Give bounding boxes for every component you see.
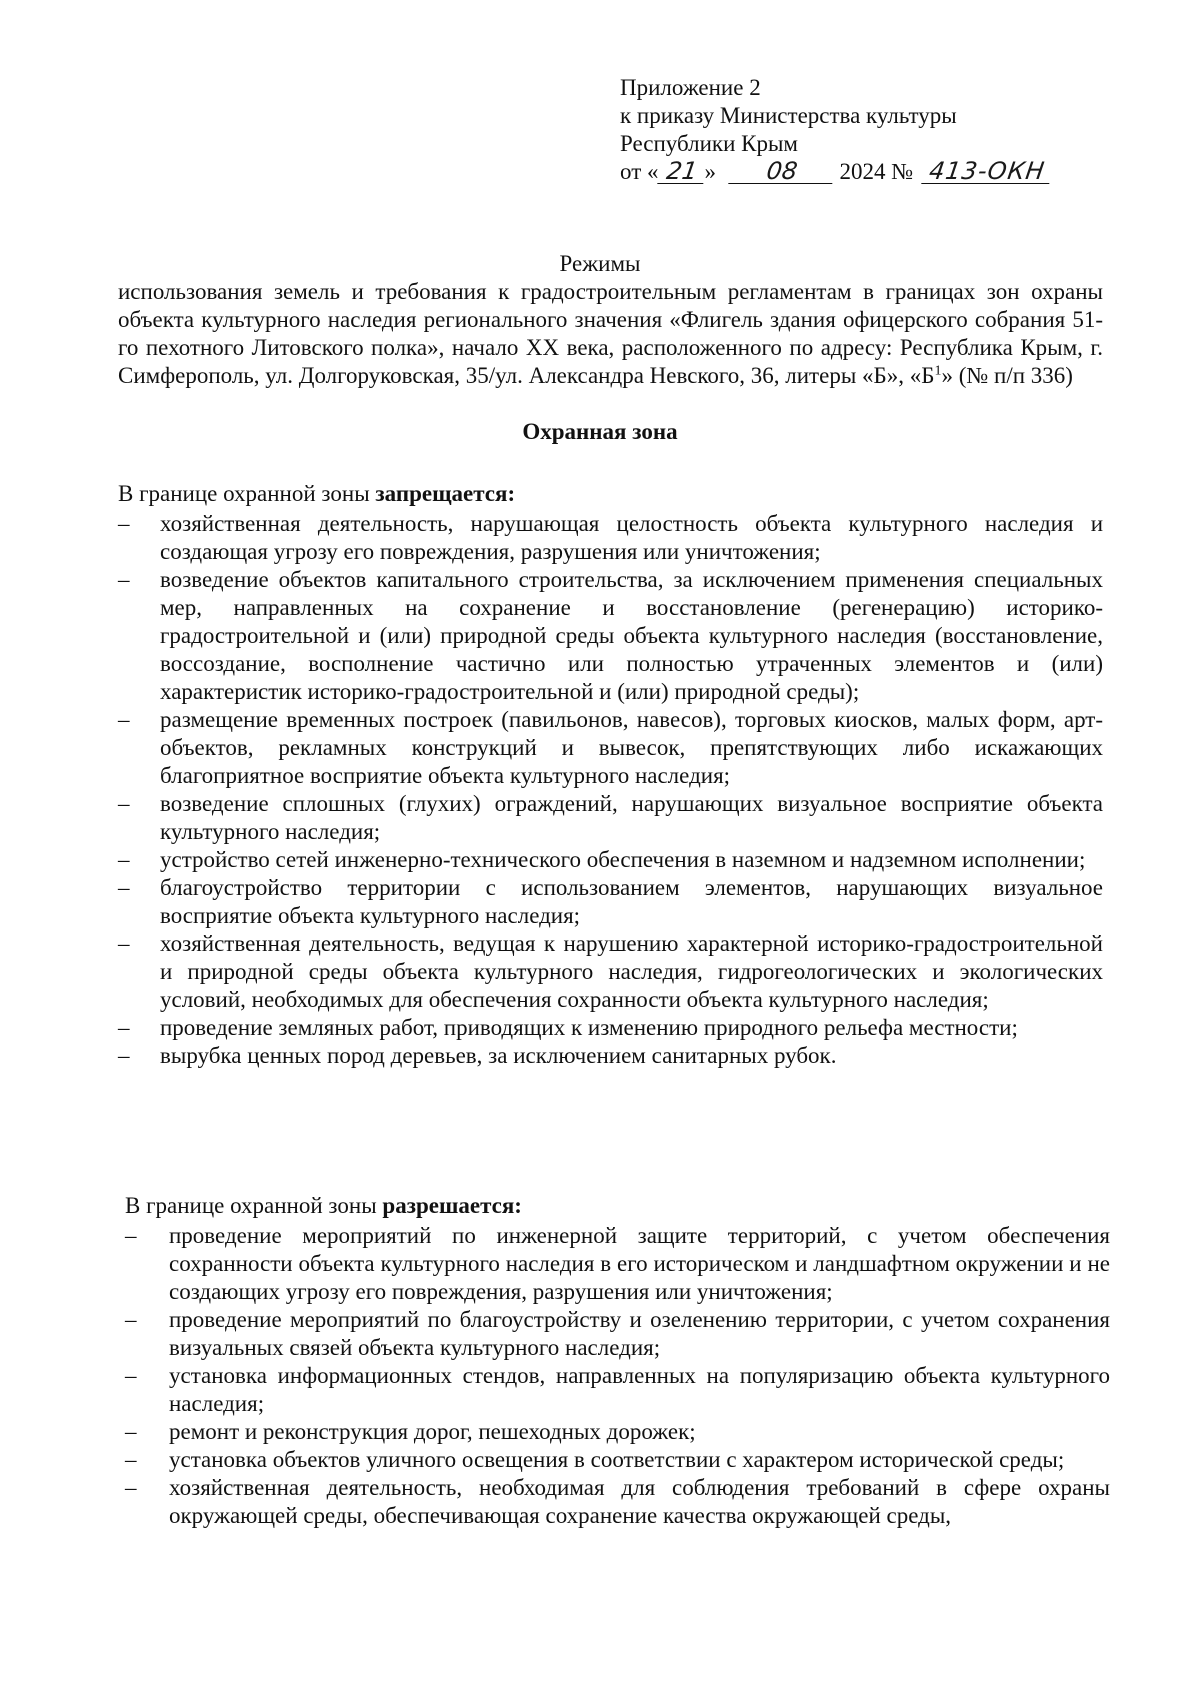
dash-bullet: – xyxy=(118,1043,130,1068)
list-item xyxy=(125,1306,1110,1362)
list-item xyxy=(118,1042,1103,1070)
list-item xyxy=(125,1418,1110,1446)
list-item xyxy=(125,1362,1110,1418)
handwritten-month: 08 xyxy=(728,159,836,184)
list-item xyxy=(125,1222,1110,1306)
date-quote-close: » xyxy=(704,159,716,184)
allowed-section xyxy=(125,1192,1110,1530)
document-title: Режимы xyxy=(559,251,641,276)
prohibited-intro-bold: запрещается: xyxy=(375,481,516,506)
list-item xyxy=(118,1014,1103,1042)
list-item-text: ремонт и реконструкция дорог, пешеходных дорожек; xyxy=(169,1419,696,1444)
dash-bullet: – xyxy=(118,847,130,872)
prohibited-list xyxy=(118,510,1103,1070)
dash-bullet: – xyxy=(118,567,130,592)
appendix-header xyxy=(620,74,1140,186)
subtitle-text: использования земель и требования к градостроительным регламентам в границах зон охраны объекта культурного наследия регионального значения «Флигель здания офицерского собрания 51-го пехотного Литовского полка», начало XX века, расположенного по адресу: Республика Крым, г. Симферополь, ул. Долгоруковская, 35/ул. Александра Невского, 36, литеры «Б», «Б xyxy=(118,279,1103,388)
allowed-intro-text: В границе охранной зоны xyxy=(125,1193,383,1218)
list-item-text: возведение сплошных (глухих) ограждений, нарушающих визуальное восприятие объекта культурного наследия; xyxy=(160,791,1103,844)
prohibited-intro xyxy=(118,480,1103,508)
order-year: 2024 № xyxy=(839,159,914,184)
subtitle-text-end: » (№ п/п 336) xyxy=(941,363,1073,388)
list-item xyxy=(118,510,1103,566)
dash-bullet: – xyxy=(125,1419,137,1444)
list-item xyxy=(118,790,1103,846)
dash-bullet: – xyxy=(125,1475,137,1500)
prohibited-intro-text: В границе охранной зоны xyxy=(118,481,376,506)
list-item-text: установка объектов уличного освещения в соответствии с характером исторической среды; xyxy=(169,1447,1065,1472)
dash-bullet: – xyxy=(118,875,130,900)
document-subtitle xyxy=(118,278,1103,390)
list-item xyxy=(118,874,1103,930)
list-item xyxy=(125,1446,1110,1474)
list-item-text: размещение временных построек (павильонов, навесов), торговых киосков, малых форм, арт-объектов, рекламных конструкций и вывесок, препятствующих либо искажающих благоприятное восприятие объекта культурного наследия; xyxy=(160,707,1103,788)
list-item-text: установка информационных стендов, направленных на популяризацию объекта культурного наследия; xyxy=(169,1363,1110,1416)
dash-bullet: – xyxy=(125,1363,137,1388)
dash-bullet: – xyxy=(118,931,130,956)
allowed-intro-bold: разрешается: xyxy=(382,1193,522,1218)
appendix-order-ref: к приказу Министерства культуры xyxy=(620,103,957,128)
dash-bullet: – xyxy=(125,1307,137,1332)
dash-bullet: – xyxy=(118,511,130,536)
handwritten-order-number: 413-ОКН xyxy=(921,159,1053,184)
dash-bullet: – xyxy=(118,791,130,816)
prohibited-section xyxy=(118,480,1103,1070)
dash-bullet: – xyxy=(125,1447,137,1472)
appendix-number: Приложение 2 xyxy=(620,75,761,100)
list-item xyxy=(125,1474,1110,1530)
list-item-text: устройство сетей инженерно-технического обеспечения в наземном и надземном исполнении; xyxy=(160,847,1086,872)
date-prefix: от « xyxy=(620,159,659,184)
list-item-text: благоустройство территории с использованием элементов, нарушающих визуальное восприятие объекта культурного наследия; xyxy=(160,875,1103,928)
list-item xyxy=(118,846,1103,874)
list-item-text: возведение объектов капитального строительства, за исключением применения специальных мер, направленных на сохранение и восстановление (регенерацию) историко-градостроительной и (или) природной среды объекта культурного наследия (восстановление, воссоздание, восполнение частично или полностью утраченных элементов и (или) характеристик историко-градостроительной и (или) природной среды); xyxy=(160,567,1103,704)
allowed-intro xyxy=(125,1192,1110,1220)
zone-heading: Охранная зона xyxy=(522,419,678,444)
handwritten-day: 21 xyxy=(657,159,707,184)
list-item-text: проведение земляных работ, приводящих к изменению природного рельефа местности; xyxy=(160,1015,1018,1040)
list-item xyxy=(118,930,1103,1014)
order-date-line xyxy=(620,158,1140,186)
appendix-republic: Республики Крым xyxy=(620,131,798,156)
list-item xyxy=(118,706,1103,790)
list-item xyxy=(118,566,1103,706)
dash-bullet: – xyxy=(118,707,130,732)
allowed-list xyxy=(125,1222,1110,1530)
list-item-text: хозяйственная деятельность, необходимая для соблюдения требований в сфере охраны окружающей среды, обеспечивающая сохранение качества окружающей среды, xyxy=(169,1475,1110,1528)
list-item-text: хозяйственная деятельность, ведущая к нарушению характерной историко-градостроительной и природной среды объекта культурного наследия, гидрогеологических и экологических условий, необходимых для обеспечения сохранности объекта культурного наследия; xyxy=(160,931,1103,1012)
list-item-text: проведение мероприятий по инженерной защите территорий, с учетом обеспечения сохранности объекта культурного наследия в его историческом и ландшафтном окружении и не создающих угрозу его повреждения, разрушения или уничтожения; xyxy=(169,1223,1110,1304)
dash-bullet: – xyxy=(118,1015,130,1040)
subtitle-superscript: 1 xyxy=(934,363,942,379)
dash-bullet: – xyxy=(125,1223,137,1248)
list-item-text: хозяйственная деятельность, нарушающая целостность объекта культурного наследия и создающая угрозу его повреждения, разрушения или уничтожения; xyxy=(160,511,1103,564)
list-item-text: проведение мероприятий по благоустройству и озеленению территории, с учетом сохранения визуальных связей объекта культурного наследия; xyxy=(169,1307,1110,1360)
list-item-text: вырубка ценных пород деревьев, за исключением санитарных рубок. xyxy=(160,1043,837,1068)
